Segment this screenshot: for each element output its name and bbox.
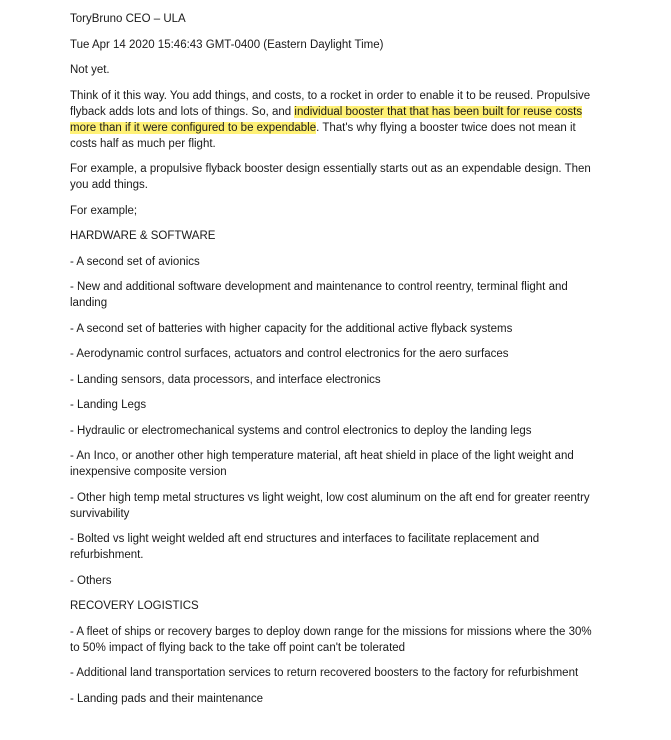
paragraph-text-before: Think of it this way. You add things, and costs, to a rocket in order to enable it to be reused. Propulsive flyback adds lots and lots of things. So, and [70,89,591,118]
opening-line: Not yet. [70,64,110,76]
paragraph-reuse-costs [70,88,600,152]
logistics-heading: RECOVERY LOGISTICS [70,600,199,612]
list-item: - Hydraulic or electromechanical systems and control electronics to deploy the landing legs [70,424,532,437]
list-item: - A second set of avionics [70,255,200,268]
list-item: - New and additional software development and maintenance to control reentry, terminal flight and landing [70,281,568,309]
list-item: - Landing pads and their maintenance [70,692,264,705]
list-item: - An Inco, or another other high temperature material, aft heat shield in place of the light weight and inexpensive composite version [70,450,574,478]
list-item: - A second set of batteries with higher capacity for the additional active flyback systems [70,322,513,335]
list-item: - Landing sensors, data processors, and interface electronics [70,373,381,386]
list-item: - Other high temp metal structures vs light weight, low cost aluminum on the aft end for greater reentry survivability [70,491,590,520]
list-item: - Landing Legs [70,399,147,411]
list-item: - Others [70,574,112,587]
highlighted-text: individual booster that that has been built for reuse costs more than if it were configured to be expendable [70,105,583,134]
document [70,11,600,716]
hardware-heading: HARDWARE & SOFTWARE [70,230,216,242]
paragraph-flyback-design: For example, a propulsive flyback booster design essentially starts out as an expendable design. Then you add things. [70,163,591,191]
list-item: - Additional land transportation services to return recovered boosters to the factory for refurbishment [70,667,579,679]
paragraph-text-after: . That's why flying a booster twice does not mean it costs half as much per flight. [70,121,576,150]
list-item: - Bolted vs light weight welded aft end structures and interfaces to facilitate replacement and refurbishment. [70,533,540,561]
paragraph-for-example: For example; [70,204,138,217]
list-item: - A fleet of ships or recovery barges to deploy down range for the missions for missions where the 30% to 50% impact of flying back to the take off point can't be tolerated [70,625,592,654]
timestamp-line: Tue Apr 14 2020 15:46:43 GMT-0400 (Eastern Daylight Time) [70,38,384,51]
author-line: ToryBruno CEO – ULA [70,13,186,25]
list-item: - Aerodynamic control surfaces, actuators and control electronics for the aero surfaces [70,348,509,360]
